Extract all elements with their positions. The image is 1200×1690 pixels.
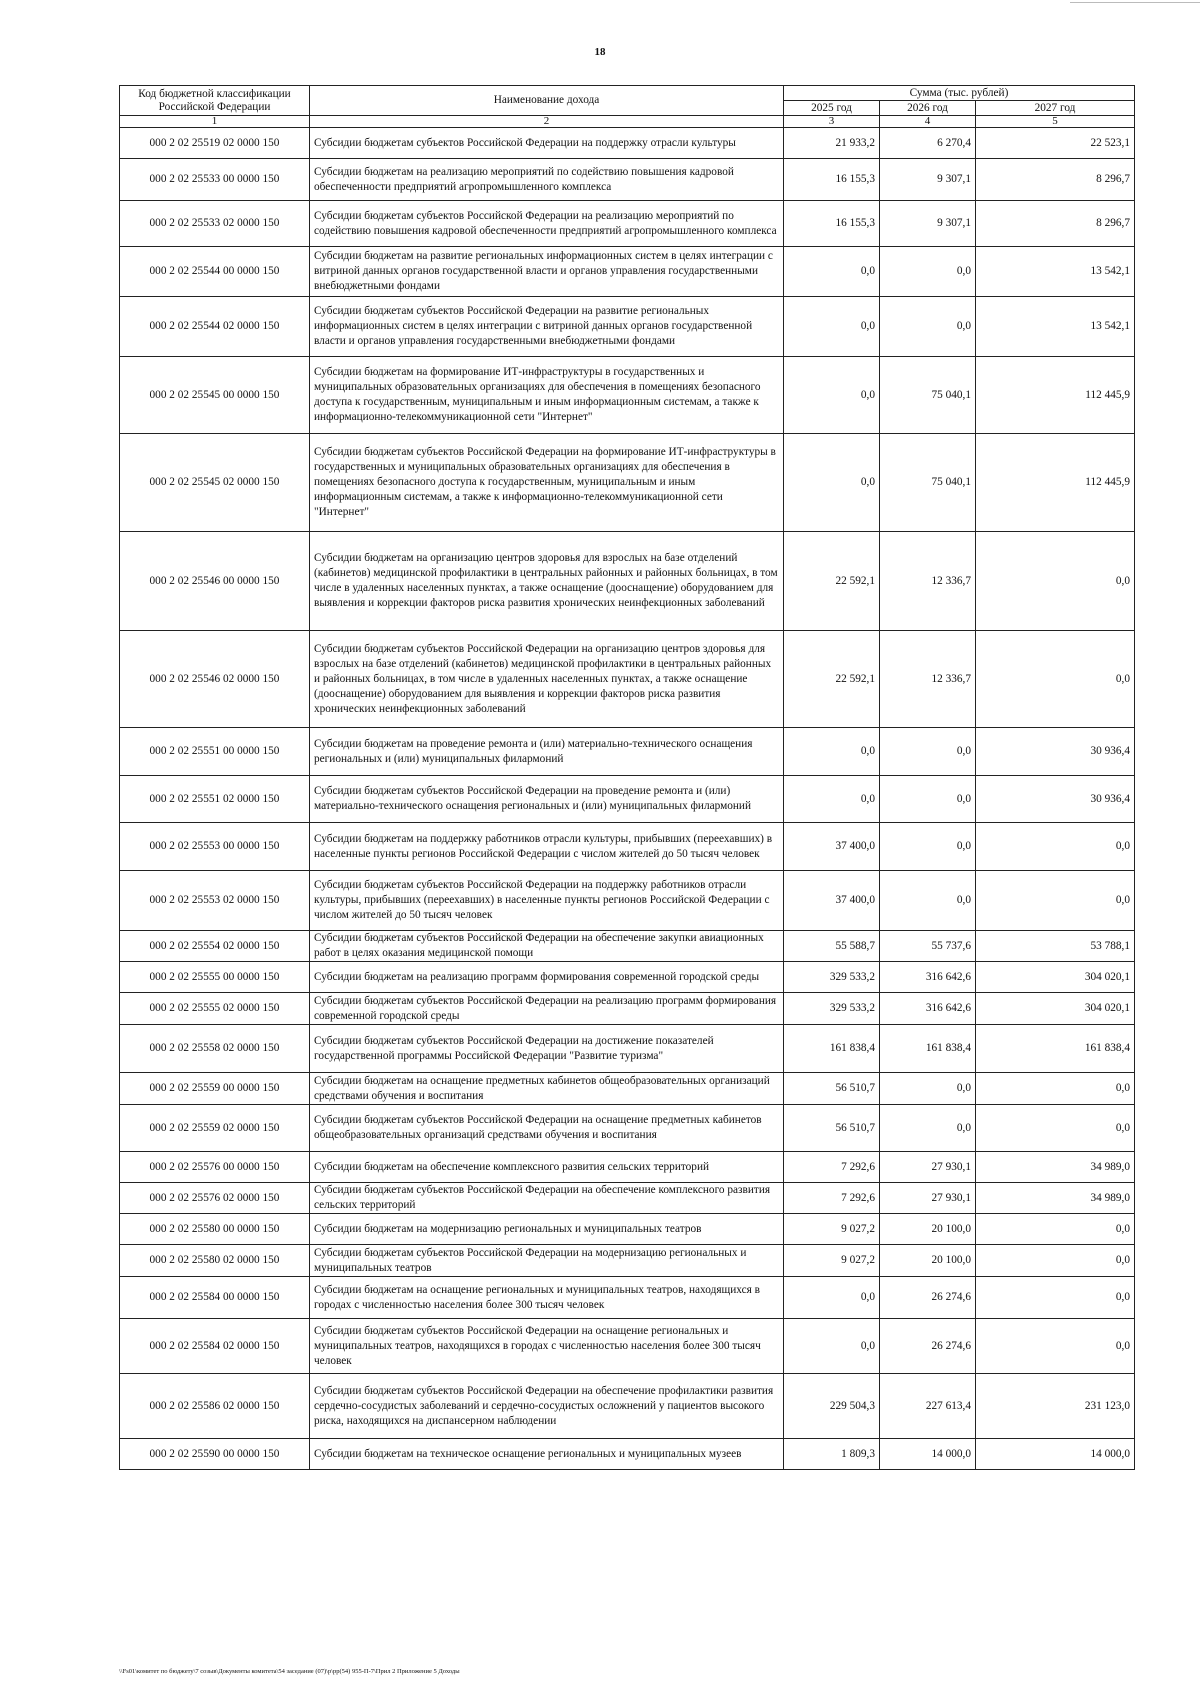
amount-2025-cell: 9 027,2: [784, 1214, 880, 1245]
amount-2025-cell: 161 838,4: [784, 1025, 880, 1073]
budget-code-cell: 000 2 02 25590 00 0000 150: [120, 1439, 310, 1470]
income-name-cell: Субсидии бюджетам на техническое оснащение региональных и муниципальных музеев: [310, 1439, 784, 1470]
amount-2025-cell: 0,0: [784, 434, 880, 532]
amount-2026-cell: 55 737,6: [880, 931, 976, 962]
amount-2027-cell: 30 936,4: [976, 776, 1135, 823]
amount-2026-cell: 227 613,4: [880, 1374, 976, 1439]
amount-2027-cell: 8 296,7: [976, 201, 1135, 247]
income-name-cell: Субсидии бюджетам на реализацию программ формирования современной городской среды: [310, 962, 784, 993]
income-name-cell: Субсидии бюджетам субъектов Российской Федерации на модернизацию региональных и муниципальных театров: [310, 1245, 784, 1277]
income-name-cell: Субсидии бюджетам на развитие региональных информационных систем в целях интеграции с витриной данных органов государственной власти и органов управления государственными внебюджетными фондами: [310, 247, 784, 297]
amount-2025-cell: 56 510,7: [784, 1073, 880, 1105]
amount-2026-cell: 20 100,0: [880, 1245, 976, 1277]
table-row: [120, 1277, 1135, 1319]
amount-2026-cell: 75 040,1: [880, 434, 976, 532]
budget-code-cell: 000 2 02 25553 00 0000 150: [120, 823, 310, 871]
income-name-cell: Субсидии бюджетам на оснащение предметных кабинетов общеобразовательных организаций средствами обучения и воспитания: [310, 1073, 784, 1105]
income-name-cell: Субсидии бюджетам субъектов Российской Федерации на обеспечение закупки авиационных работ в целях оказания медицинской помощи: [310, 931, 784, 962]
table-row: [120, 631, 1135, 728]
amount-2026-cell: 0,0: [880, 1105, 976, 1152]
amount-2025-cell: 0,0: [784, 357, 880, 434]
budget-code-cell: 000 2 02 25551 00 0000 150: [120, 728, 310, 776]
budget-code-cell: 000 2 02 25576 00 0000 150: [120, 1152, 310, 1183]
budget-code-cell: 000 2 02 25584 00 0000 150: [120, 1277, 310, 1319]
table-row: [120, 201, 1135, 247]
budget-code-cell: 000 2 02 25580 00 0000 150: [120, 1214, 310, 1245]
table-row: [120, 1073, 1135, 1105]
budget-code-cell: 000 2 02 25553 02 0000 150: [120, 871, 310, 931]
budget-code-cell: 000 2 02 25559 02 0000 150: [120, 1105, 310, 1152]
table-row: [120, 993, 1135, 1025]
income-table: [119, 85, 1135, 1470]
table-row: [120, 247, 1135, 297]
amount-2025-cell: 7 292,6: [784, 1152, 880, 1183]
amount-2026-cell: 0,0: [880, 728, 976, 776]
table-row: [120, 128, 1135, 159]
amount-2026-cell: 9 307,1: [880, 159, 976, 201]
table-row: [120, 728, 1135, 776]
income-name-cell: Субсидии бюджетам на реализацию мероприятий по содействию повышения кадровой обеспеченности предприятий агропромышленного комплекса: [310, 159, 784, 201]
page-number: 18: [594, 46, 606, 58]
amount-2027-cell: 304 020,1: [976, 993, 1135, 1025]
table-row: [120, 1025, 1135, 1073]
table-row: [120, 823, 1135, 871]
amount-2026-cell: 14 000,0: [880, 1439, 976, 1470]
table-row: [120, 1374, 1135, 1439]
table-body: [120, 128, 1135, 1470]
budget-code-cell: 000 2 02 25545 00 0000 150: [120, 357, 310, 434]
income-name-cell: Субсидии бюджетам на обеспечение комплексного развития сельских территорий: [310, 1152, 784, 1183]
amount-2027-cell: 53 788,1: [976, 931, 1135, 962]
amount-2026-cell: 26 274,6: [880, 1319, 976, 1374]
budget-code-cell: 000 2 02 25584 02 0000 150: [120, 1319, 310, 1374]
amount-2027-cell: 231 123,0: [976, 1374, 1135, 1439]
amount-2026-cell: 9 307,1: [880, 201, 976, 247]
table-row: [120, 357, 1135, 434]
amount-2026-cell: 12 336,7: [880, 631, 976, 728]
amount-2025-cell: 16 155,3: [784, 159, 880, 201]
amount-2027-cell: 0,0: [976, 823, 1135, 871]
header-year-2027: 2027 год: [976, 101, 1135, 116]
amount-2027-cell: 0,0: [976, 1245, 1135, 1277]
amount-2025-cell: 0,0: [784, 776, 880, 823]
table-row: [120, 1152, 1135, 1183]
budget-code-cell: 000 2 02 25580 02 0000 150: [120, 1245, 310, 1277]
amount-2027-cell: 304 020,1: [976, 962, 1135, 993]
table-row: [120, 1245, 1135, 1277]
amount-2026-cell: 0,0: [880, 247, 976, 297]
income-name-cell: Субсидии бюджетам на модернизацию региональных и муниципальных театров: [310, 1214, 784, 1245]
amount-2027-cell: 0,0: [976, 871, 1135, 931]
amount-2025-cell: 56 510,7: [784, 1105, 880, 1152]
amount-2025-cell: 0,0: [784, 1319, 880, 1374]
amount-2027-cell: 34 989,0: [976, 1152, 1135, 1183]
header-name: Наименование дохода: [310, 86, 784, 116]
budget-code-cell: 000 2 02 25546 00 0000 150: [120, 532, 310, 631]
budget-code-cell: 000 2 02 25544 00 0000 150: [120, 247, 310, 297]
amount-2027-cell: 13 542,1: [976, 247, 1135, 297]
table-row: [120, 1105, 1135, 1152]
income-name-cell: Субсидии бюджетам субъектов Российской Федерации на оснащение предметных кабинетов общеобразовательных организаций средствами обучения и воспитания: [310, 1105, 784, 1152]
amount-2026-cell: 0,0: [880, 297, 976, 357]
scan-edge-mark: [1070, 2, 1200, 3]
amount-2027-cell: 22 523,1: [976, 128, 1135, 159]
header-sum: Сумма (тыс. рублей): [784, 86, 1135, 101]
budget-code-cell: 000 2 02 25546 02 0000 150: [120, 631, 310, 728]
file-path-footer: \\Fs01\комитет по бюджету\7 созыв\Документы комитета\54 заседание (07)\p\pp(54) 955-П-7\Прил 2 Приложение 5 Доходы: [119, 1668, 460, 1675]
budget-code-cell: 000 2 02 25545 02 0000 150: [120, 434, 310, 532]
table-row: [120, 434, 1135, 532]
amount-2027-cell: 112 445,9: [976, 357, 1135, 434]
amount-2026-cell: 26 274,6: [880, 1277, 976, 1319]
income-name-cell: Субсидии бюджетам на проведение ремонта и (или) материально-технического оснащения региональных и (или) муниципальных филармоний: [310, 728, 784, 776]
amount-2027-cell: 0,0: [976, 1073, 1135, 1105]
budget-code-cell: 000 2 02 25554 02 0000 150: [120, 931, 310, 962]
amount-2026-cell: 6 270,4: [880, 128, 976, 159]
table-row: [120, 159, 1135, 201]
header-year-2026: 2026 год: [880, 101, 976, 116]
amount-2025-cell: 22 592,1: [784, 532, 880, 631]
income-name-cell: Субсидии бюджетам субъектов Российской Федерации на организацию центров здоровья для взрослых на базе отделений (кабинетов) медицинской профилактики в центральных районных и районных больницах, в том числе в удаленных населенных пунктах, а также оснащение (дооснащение) оборудованием для выявления и коррекции факторов риска развития хронических неинфекционных заболеваний: [310, 631, 784, 728]
income-name-cell: Субсидии бюджетам субъектов Российской Федерации на достижение показателей государственной программы Российской Федерации "Развитие туризма": [310, 1025, 784, 1073]
table-row: [120, 871, 1135, 931]
amount-2027-cell: 14 000,0: [976, 1439, 1135, 1470]
amount-2027-cell: 34 989,0: [976, 1183, 1135, 1214]
budget-code-cell: 000 2 02 25533 00 0000 150: [120, 159, 310, 201]
table-row: [120, 1183, 1135, 1214]
income-name-cell: Субсидии бюджетам субъектов Российской Федерации на оснащение региональных и муниципальных театров, находящихся в городах с численностью населения более 300 тысяч человек: [310, 1319, 784, 1374]
amount-2027-cell: 112 445,9: [976, 434, 1135, 532]
amount-2025-cell: 7 292,6: [784, 1183, 880, 1214]
budget-code-cell: 000 2 02 25533 02 0000 150: [120, 201, 310, 247]
amount-2027-cell: 0,0: [976, 1277, 1135, 1319]
amount-2027-cell: 8 296,7: [976, 159, 1135, 201]
amount-2025-cell: 0,0: [784, 247, 880, 297]
amount-2025-cell: 0,0: [784, 728, 880, 776]
income-name-cell: Субсидии бюджетам субъектов Российской Федерации на реализацию программ формирования современной городской среды: [310, 993, 784, 1025]
amount-2025-cell: 0,0: [784, 297, 880, 357]
budget-code-cell: 000 2 02 25544 02 0000 150: [120, 297, 310, 357]
amount-2025-cell: 0,0: [784, 1277, 880, 1319]
amount-2027-cell: 0,0: [976, 532, 1135, 631]
amount-2026-cell: 316 642,6: [880, 962, 976, 993]
amount-2027-cell: 30 936,4: [976, 728, 1135, 776]
income-name-cell: Субсидии бюджетам на оснащение региональных и муниципальных театров, находящихся в городах с численностью населения более 300 тысяч человек: [310, 1277, 784, 1319]
amount-2027-cell: 0,0: [976, 1105, 1135, 1152]
table-row: [120, 931, 1135, 962]
amount-2026-cell: 0,0: [880, 776, 976, 823]
amount-2027-cell: 161 838,4: [976, 1025, 1135, 1073]
amount-2025-cell: 37 400,0: [784, 871, 880, 931]
amount-2026-cell: 27 930,1: [880, 1152, 976, 1183]
table-row: [120, 1439, 1135, 1470]
table-row: [120, 297, 1135, 357]
column-number: 3: [784, 116, 880, 128]
table-row: [120, 776, 1135, 823]
income-name-cell: Субсидии бюджетам субъектов Российской Федерации на обеспечение комплексного развития сельских территорий: [310, 1183, 784, 1214]
amount-2026-cell: 0,0: [880, 1073, 976, 1105]
table-row: [120, 532, 1135, 631]
column-number: 5: [976, 116, 1135, 128]
budget-code-cell: 000 2 02 25519 02 0000 150: [120, 128, 310, 159]
budget-code-cell: 000 2 02 25576 02 0000 150: [120, 1183, 310, 1214]
amount-2025-cell: 22 592,1: [784, 631, 880, 728]
amount-2025-cell: 1 809,3: [784, 1439, 880, 1470]
column-number: 4: [880, 116, 976, 128]
amount-2027-cell: 13 542,1: [976, 297, 1135, 357]
amount-2026-cell: 0,0: [880, 823, 976, 871]
amount-2026-cell: 316 642,6: [880, 993, 976, 1025]
income-name-cell: Субсидии бюджетам на организацию центров здоровья для взрослых на базе отделений (кабинетов) медицинской профилактики в центральных районных и районных больницах, в том числе в удаленных населенных пунктах, а также оснащение (дооснащение) оборудованием для выявления и коррекции факторов риска развития хронических неинфекционных заболеваний: [310, 532, 784, 631]
table-row: [120, 962, 1135, 993]
column-number: 1: [120, 116, 310, 128]
amount-2026-cell: 0,0: [880, 871, 976, 931]
amount-2025-cell: 21 933,2: [784, 128, 880, 159]
budget-code-cell: 000 2 02 25558 02 0000 150: [120, 1025, 310, 1073]
income-name-cell: Субсидии бюджетам субъектов Российской Федерации на поддержку отрасли культуры: [310, 128, 784, 159]
header-code: Код бюджетной классификации Российской Федерации: [120, 86, 310, 116]
header-year-2025: 2025 год: [784, 101, 880, 116]
amount-2027-cell: 0,0: [976, 1214, 1135, 1245]
income-name-cell: Субсидии бюджетам субъектов Российской Федерации на проведение ремонта и (или) материально-технического оснащения региональных и (или) муниципальных филармоний: [310, 776, 784, 823]
budget-code-cell: 000 2 02 25555 02 0000 150: [120, 993, 310, 1025]
amount-2025-cell: 9 027,2: [784, 1245, 880, 1277]
income-name-cell: Субсидии бюджетам на формирование ИТ-инфраструктуры в государственных и муниципальных образовательных организациях для обеспечения в помещениях безопасного доступа к государственным, муниципальным и иным информационным системам, а также к информационно-телекоммуникационной сети "Интернет": [310, 357, 784, 434]
budget-code-cell: 000 2 02 25555 00 0000 150: [120, 962, 310, 993]
budget-code-cell: 000 2 02 25551 02 0000 150: [120, 776, 310, 823]
amount-2025-cell: 37 400,0: [784, 823, 880, 871]
budget-code-cell: 000 2 02 25559 00 0000 150: [120, 1073, 310, 1105]
budget-code-cell: 000 2 02 25586 02 0000 150: [120, 1374, 310, 1439]
amount-2025-cell: 329 533,2: [784, 993, 880, 1025]
amount-2027-cell: 0,0: [976, 1319, 1135, 1374]
amount-2026-cell: 75 040,1: [880, 357, 976, 434]
income-name-cell: Субсидии бюджетам субъектов Российской Федерации на реализацию мероприятий по содействию повышения кадровой обеспеченности предприятий агропромышленного комплекса: [310, 201, 784, 247]
income-name-cell: Субсидии бюджетам на поддержку работников отрасли культуры, прибывших (переехавших) в населенные пункты регионов Российской Федерации с числом жителей до 50 тысяч человек: [310, 823, 784, 871]
amount-2026-cell: 27 930,1: [880, 1183, 976, 1214]
column-number: 2: [310, 116, 784, 128]
income-name-cell: Субсидии бюджетам субъектов Российской Федерации на развитие региональных информационных систем в целях интеграции с витриной данных органов государственной власти и органов управления государственными внебюджетными фондами: [310, 297, 784, 357]
income-name-cell: Субсидии бюджетам субъектов Российской Федерации на обеспечение профилактики развития сердечно-сосудистых заболеваний и сердечно-сосудистых осложнений у пациентов высокого риска, находящихся на диспансерном наблюдении: [310, 1374, 784, 1439]
amount-2026-cell: 161 838,4: [880, 1025, 976, 1073]
amount-2025-cell: 16 155,3: [784, 201, 880, 247]
amount-2025-cell: 329 533,2: [784, 962, 880, 993]
table-row: [120, 1319, 1135, 1374]
income-name-cell: Субсидии бюджетам субъектов Российской Федерации на поддержку работников отрасли культуры, прибывших (переехавших) в населенные пункты регионов Российской Федерации с числом жителей до 50 тысяч человек: [310, 871, 784, 931]
income-name-cell: Субсидии бюджетам субъектов Российской Федерации на формирование ИТ-инфраструктуры в государственных и муниципальных образовательных организациях для обеспечения в помещениях безопасного доступа к государственным, муниципальным и иным информационным системам, а также к информационно-телекоммуникационной сети "Интернет": [310, 434, 784, 532]
amount-2026-cell: 12 336,7: [880, 532, 976, 631]
amount-2025-cell: 229 504,3: [784, 1374, 880, 1439]
table-row: [120, 1214, 1135, 1245]
amount-2027-cell: 0,0: [976, 631, 1135, 728]
amount-2026-cell: 20 100,0: [880, 1214, 976, 1245]
amount-2025-cell: 55 588,7: [784, 931, 880, 962]
